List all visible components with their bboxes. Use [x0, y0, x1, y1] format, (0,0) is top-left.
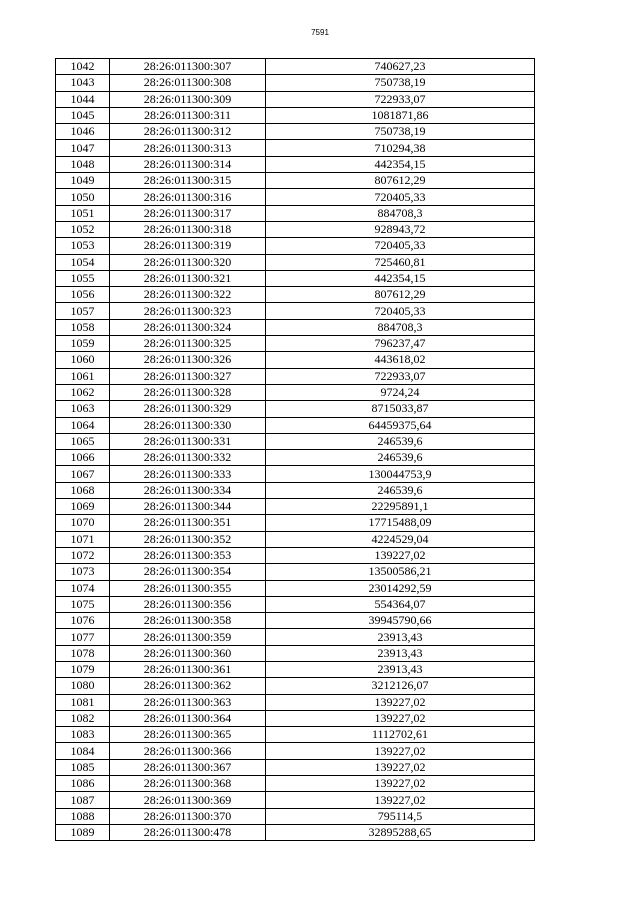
cadastral-number-cell: 28:26:011300:315: [110, 173, 266, 189]
cadastral-number-cell: 28:26:011300:353: [110, 547, 266, 563]
row-number-cell: 1055: [56, 270, 110, 286]
table-row: [56, 759, 535, 775]
cadastral-value-cell: 443618,02: [266, 352, 535, 368]
cadastral-value-cell: 246539,6: [266, 482, 535, 498]
row-number-cell: 1069: [56, 499, 110, 515]
table-row: [56, 466, 535, 482]
table-row: [56, 792, 535, 808]
cadastral-value-cell: 725460,81: [266, 254, 535, 270]
cadastral-value-cell: 710294,38: [266, 140, 535, 156]
row-number-cell: 1053: [56, 238, 110, 254]
table-row: [56, 401, 535, 417]
table-row: [56, 75, 535, 91]
cadastral-number-cell: 28:26:011300:351: [110, 515, 266, 531]
cadastral-number-cell: 28:26:011300:325: [110, 336, 266, 352]
cadastral-value-cell: 13500586,21: [266, 564, 535, 580]
page-number: 7591: [311, 28, 329, 37]
cadastral-number-cell: 28:26:011300:320: [110, 254, 266, 270]
row-number-cell: 1051: [56, 205, 110, 221]
cadastral-number-cell: 28:26:011300:364: [110, 710, 266, 726]
cadastral-value-cell: 139227,02: [266, 710, 535, 726]
table-row: [56, 303, 535, 319]
cadastral-value-cell: 139227,02: [266, 776, 535, 792]
table-row: [56, 629, 535, 645]
cadastral-number-cell: 28:26:011300:330: [110, 417, 266, 433]
row-number-cell: 1070: [56, 515, 110, 531]
table-row: [56, 515, 535, 531]
table-row: [56, 808, 535, 824]
cadastral-value-cell: 554364,07: [266, 596, 535, 612]
table-row: [56, 596, 535, 612]
row-number-cell: 1075: [56, 596, 110, 612]
cadastral-value-cell: 139227,02: [266, 792, 535, 808]
cadastral-value-cell: 139227,02: [266, 759, 535, 775]
cadastral-value-cell: 720405,33: [266, 238, 535, 254]
cadastral-value-cell: 750738,19: [266, 75, 535, 91]
cadastral-number-cell: 28:26:011300:367: [110, 759, 266, 775]
cadastral-value-cell: 9724,24: [266, 384, 535, 400]
table-row: [56, 140, 535, 156]
table-row: [56, 613, 535, 629]
table-row: [56, 743, 535, 759]
row-number-cell: 1064: [56, 417, 110, 433]
table-row: [56, 107, 535, 123]
row-number-cell: 1078: [56, 645, 110, 661]
cadastral-value-cell: 23913,43: [266, 645, 535, 661]
row-number-cell: 1077: [56, 629, 110, 645]
table-row: [56, 173, 535, 189]
cadastral-number-cell: 28:26:011300:316: [110, 189, 266, 205]
cadastral-value-cell: 884708,3: [266, 319, 535, 335]
row-number-cell: 1057: [56, 303, 110, 319]
cadastral-value-cell: 32895288,65: [266, 824, 535, 840]
cadastral-value-cell: 4224529,04: [266, 531, 535, 547]
cadastral-number-cell: 28:26:011300:365: [110, 727, 266, 743]
cadastral-value-cell: 39945790,66: [266, 613, 535, 629]
row-number-cell: 1079: [56, 661, 110, 677]
row-number-cell: 1060: [56, 352, 110, 368]
cadastral-value-cell: 740627,23: [266, 59, 535, 75]
cadastral-value-cell: 246539,6: [266, 450, 535, 466]
row-number-cell: 1047: [56, 140, 110, 156]
row-number-cell: 1072: [56, 547, 110, 563]
table-row: [56, 238, 535, 254]
cadastral-value-cell: 442354,15: [266, 156, 535, 172]
row-number-cell: 1050: [56, 189, 110, 205]
cadastral-number-cell: 28:26:011300:352: [110, 531, 266, 547]
row-number-cell: 1086: [56, 776, 110, 792]
cadastral-value-cell: 23913,43: [266, 629, 535, 645]
cadastral-number-cell: 28:26:011300:311: [110, 107, 266, 123]
cadastral-value-cell: 17715488,09: [266, 515, 535, 531]
cadastral-number-cell: 28:26:011300:318: [110, 221, 266, 237]
row-number-cell: 1087: [56, 792, 110, 808]
table-row: [56, 384, 535, 400]
cadastral-value-cell: 64459375,64: [266, 417, 535, 433]
cadastral-value-cell: 928943,72: [266, 221, 535, 237]
table-row: [56, 221, 535, 237]
cadastral-value-cell: 807612,29: [266, 287, 535, 303]
cadastral-value-cell: 130044753,9: [266, 466, 535, 482]
cadastral-number-cell: 28:26:011300:313: [110, 140, 266, 156]
cadastral-number-cell: 28:26:011300:308: [110, 75, 266, 91]
cadastral-number-cell: 28:26:011300:363: [110, 694, 266, 710]
cadastral-number-cell: 28:26:011300:309: [110, 91, 266, 107]
row-number-cell: 1084: [56, 743, 110, 759]
table-row: [56, 91, 535, 107]
row-number-cell: 1081: [56, 694, 110, 710]
cadastral-value-cell: 1081871,86: [266, 107, 535, 123]
cadastral-number-cell: 28:26:011300:331: [110, 433, 266, 449]
cadastral-number-cell: 28:26:011300:312: [110, 124, 266, 140]
row-number-cell: 1056: [56, 287, 110, 303]
cadastral-value-cell: 139227,02: [266, 547, 535, 563]
cadastral-value-cell: 884708,3: [266, 205, 535, 221]
cadastral-number-cell: 28:26:011300:329: [110, 401, 266, 417]
row-number-cell: 1062: [56, 384, 110, 400]
cadastral-number-cell: 28:26:011300:360: [110, 645, 266, 661]
table-row: [56, 352, 535, 368]
cadastral-value-cell: 23014292,59: [266, 580, 535, 596]
cadastral-value-cell: 722933,07: [266, 91, 535, 107]
table-row: [56, 336, 535, 352]
cadastral-value-cell: 795114,5: [266, 808, 535, 824]
row-number-cell: 1061: [56, 368, 110, 384]
cadastral-value-cell: 3212126,07: [266, 678, 535, 694]
cadastral-value-cell: 246539,6: [266, 433, 535, 449]
cadastral-number-cell: 28:26:011300:368: [110, 776, 266, 792]
table-row: [56, 124, 535, 140]
table-body: [56, 59, 535, 841]
row-number-cell: 1048: [56, 156, 110, 172]
cadastral-value-cell: 720405,33: [266, 189, 535, 205]
table-row: [56, 645, 535, 661]
row-number-cell: 1088: [56, 808, 110, 824]
table-row: [56, 254, 535, 270]
cadastral-number-cell: 28:26:011300:319: [110, 238, 266, 254]
row-number-cell: 1045: [56, 107, 110, 123]
row-number-cell: 1085: [56, 759, 110, 775]
cadastral-number-cell: 28:26:011300:370: [110, 808, 266, 824]
row-number-cell: 1076: [56, 613, 110, 629]
row-number-cell: 1073: [56, 564, 110, 580]
table-row: [56, 417, 535, 433]
table-row: [56, 156, 535, 172]
cadastral-value-cell: 796237,47: [266, 336, 535, 352]
table-row: [56, 482, 535, 498]
cadastral-number-cell: 28:26:011300:366: [110, 743, 266, 759]
cadastral-number-cell: 28:26:011300:334: [110, 482, 266, 498]
table-row: [56, 694, 535, 710]
table-row: [56, 776, 535, 792]
cadastral-number-cell: 28:26:011300:354: [110, 564, 266, 580]
table-row: [56, 189, 535, 205]
cadastral-number-cell: 28:26:011300:356: [110, 596, 266, 612]
cadastral-number-cell: 28:26:011300:355: [110, 580, 266, 596]
table-row: [56, 727, 535, 743]
cadastral-value-cell: 139227,02: [266, 743, 535, 759]
row-number-cell: 1052: [56, 221, 110, 237]
row-number-cell: 1068: [56, 482, 110, 498]
cadastral-number-cell: 28:26:011300:332: [110, 450, 266, 466]
row-number-cell: 1071: [56, 531, 110, 547]
row-number-cell: 1089: [56, 824, 110, 840]
cadastral-number-cell: 28:26:011300:323: [110, 303, 266, 319]
row-number-cell: 1043: [56, 75, 110, 91]
row-number-cell: 1067: [56, 466, 110, 482]
row-number-cell: 1044: [56, 91, 110, 107]
cadastral-number-cell: 28:26:011300:328: [110, 384, 266, 400]
table-row: [56, 661, 535, 677]
table-row: [56, 433, 535, 449]
cadastral-number-cell: 28:26:011300:322: [110, 287, 266, 303]
table-row: [56, 368, 535, 384]
cadastral-value-cell: 720405,33: [266, 303, 535, 319]
row-number-cell: 1054: [56, 254, 110, 270]
cadastral-number-cell: 28:26:011300:359: [110, 629, 266, 645]
cadastral-value-cell: 23913,43: [266, 661, 535, 677]
cadastral-number-cell: 28:26:011300:324: [110, 319, 266, 335]
cadastral-value-cell: 139227,02: [266, 694, 535, 710]
table-row: [56, 564, 535, 580]
row-number-cell: 1042: [56, 59, 110, 75]
cadastral-value-table: [55, 58, 535, 841]
table-row: [56, 531, 535, 547]
cadastral-value-cell: 1112702,61: [266, 727, 535, 743]
table-row: [56, 499, 535, 515]
cadastral-value-cell: 8715033,87: [266, 401, 535, 417]
row-number-cell: 1082: [56, 710, 110, 726]
cadastral-number-cell: 28:26:011300:358: [110, 613, 266, 629]
table-row: [56, 580, 535, 596]
row-number-cell: 1074: [56, 580, 110, 596]
table-row: [56, 270, 535, 286]
cadastral-number-cell: 28:26:011300:317: [110, 205, 266, 221]
cadastral-number-cell: 28:26:011300:478: [110, 824, 266, 840]
cadastral-number-cell: 28:26:011300:361: [110, 661, 266, 677]
cadastral-number-cell: 28:26:011300:344: [110, 499, 266, 515]
cadastral-number-cell: 28:26:011300:314: [110, 156, 266, 172]
table-row: [56, 710, 535, 726]
row-number-cell: 1046: [56, 124, 110, 140]
table-row: [56, 287, 535, 303]
table-row: [56, 205, 535, 221]
cadastral-number-cell: 28:26:011300:321: [110, 270, 266, 286]
table-row: [56, 547, 535, 563]
cadastral-number-cell: 28:26:011300:362: [110, 678, 266, 694]
row-number-cell: 1080: [56, 678, 110, 694]
row-number-cell: 1083: [56, 727, 110, 743]
table-row: [56, 450, 535, 466]
row-number-cell: 1065: [56, 433, 110, 449]
cadastral-value-cell: 22295891,1: [266, 499, 535, 515]
row-number-cell: 1058: [56, 319, 110, 335]
row-number-cell: 1063: [56, 401, 110, 417]
row-number-cell: 1066: [56, 450, 110, 466]
table-row: [56, 824, 535, 840]
cadastral-value-cell: 442354,15: [266, 270, 535, 286]
cadastral-value-cell: 722933,07: [266, 368, 535, 384]
cadastral-value-cell: 750738,19: [266, 124, 535, 140]
table-row: [56, 678, 535, 694]
row-number-cell: 1049: [56, 173, 110, 189]
cadastral-number-cell: 28:26:011300:326: [110, 352, 266, 368]
cadastral-number-cell: 28:26:011300:307: [110, 59, 266, 75]
cadastral-number-cell: 28:26:011300:327: [110, 368, 266, 384]
table-row: [56, 319, 535, 335]
table-row: [56, 59, 535, 75]
cadastral-number-cell: 28:26:011300:369: [110, 792, 266, 808]
row-number-cell: 1059: [56, 336, 110, 352]
cadastral-number-cell: 28:26:011300:333: [110, 466, 266, 482]
cadastral-value-cell: 807612,29: [266, 173, 535, 189]
